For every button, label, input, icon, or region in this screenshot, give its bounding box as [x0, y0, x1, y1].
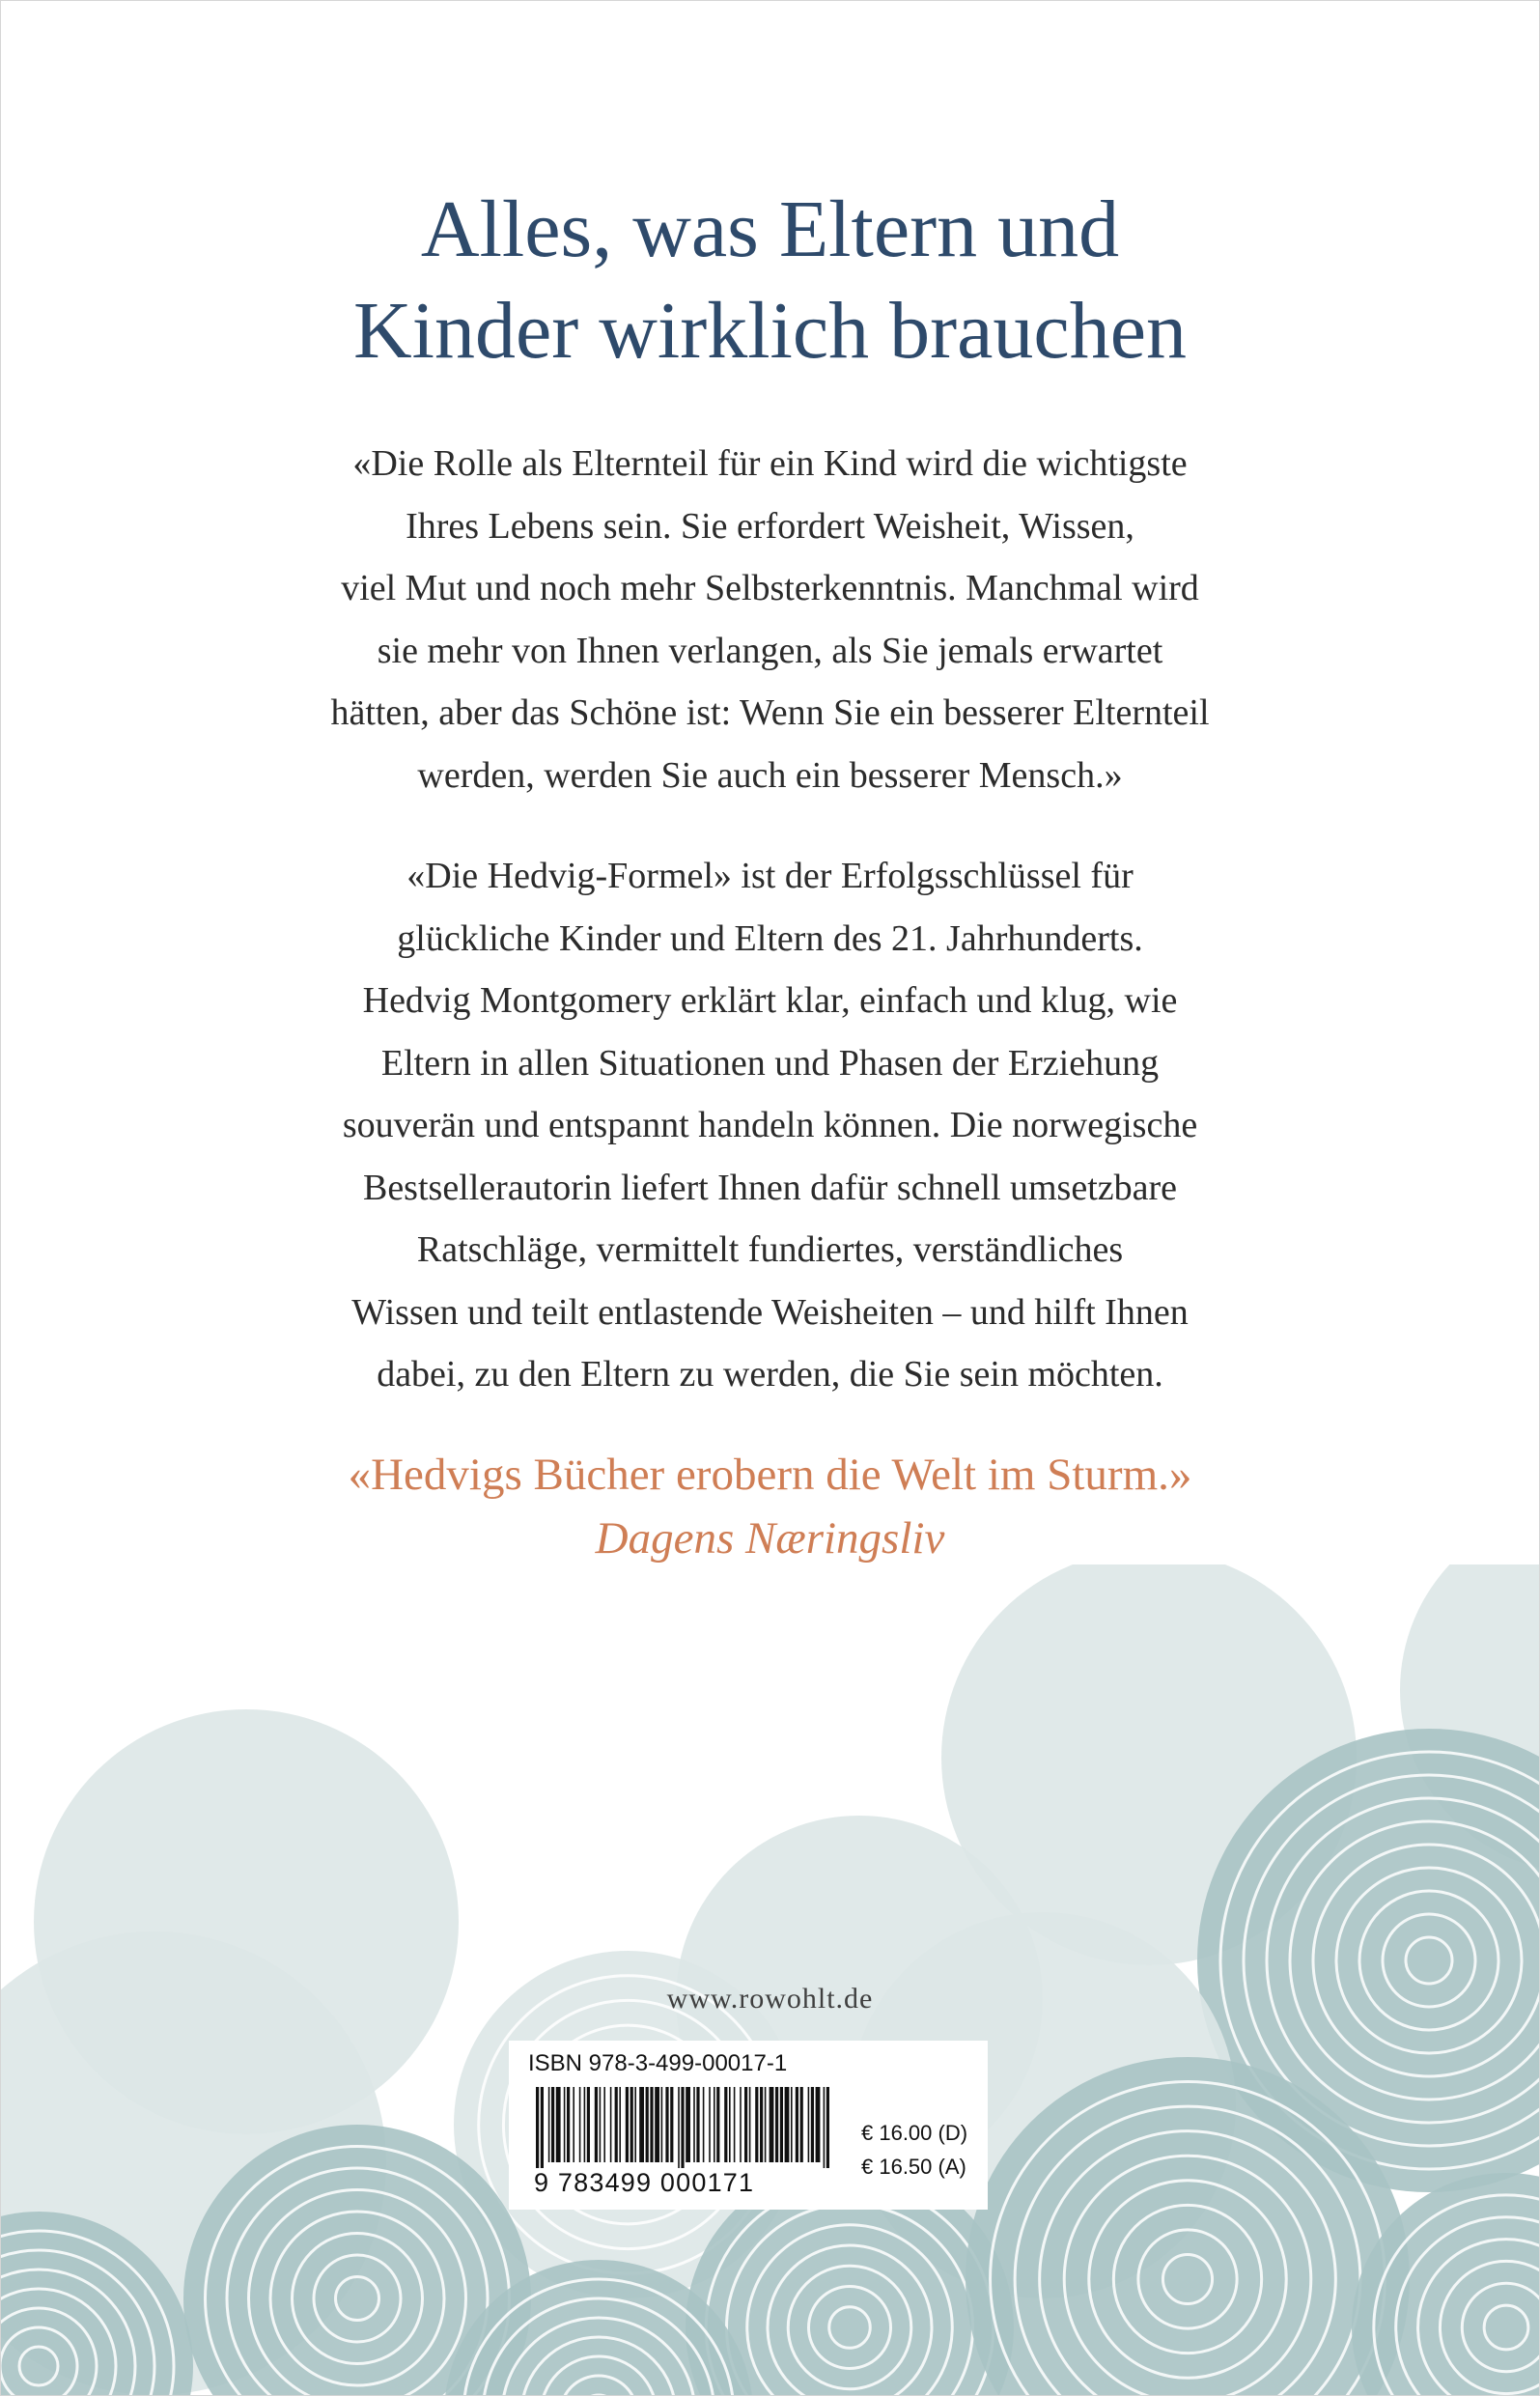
press-quote-source: Dagens Næringsliv: [595, 1513, 945, 1564]
quote-line: «Die Rolle als Elternteil für ein Kind wird die wichtigste: [352, 443, 1188, 484]
barcode-bar: [541, 2087, 544, 2168]
quote-line: hätten, aber das Schöne ist: Wenn Sie ein besserer Elternteil: [330, 692, 1210, 733]
barcode-bar: [567, 2087, 570, 2162]
barcode-bar: [536, 2087, 539, 2168]
barcode-bar: [678, 2087, 680, 2168]
publisher-url[interactable]: www.rowohlt.de: [666, 1983, 874, 2015]
barcode-bar: [693, 2087, 695, 2162]
barcode-bar: [615, 2087, 618, 2162]
barcode-bar: [749, 2087, 751, 2162]
barcode-bar: [626, 2087, 629, 2162]
quote-line: werden, werden Sie auch ein besserer Mensch.»: [417, 754, 1123, 796]
barcode-bar: [808, 2087, 810, 2162]
blurb-line: souverän und entspannt handeln können. Die norwegische: [342, 1105, 1198, 1145]
barcode-bar: [639, 2087, 644, 2162]
barcode-bar: [709, 2087, 711, 2162]
barcode-bar: [755, 2087, 758, 2162]
barcode-bar: [587, 2087, 590, 2162]
barcode-bar: [630, 2087, 633, 2162]
barcode-bar: [548, 2087, 550, 2162]
barcode-bar: [579, 2087, 581, 2162]
barcode-bar: [791, 2087, 793, 2162]
isbn-number: ISBN 978-3-499-00017-1: [528, 2050, 788, 2076]
headline-line-2: Kinder wirklich brauchen: [352, 286, 1187, 376]
book-blurb: [164, 845, 1376, 1406]
press-quote-text: «Hedvigs Bücher erobern die Welt im Sturm.»: [348, 1450, 1192, 1500]
barcode-bar: [760, 2087, 763, 2162]
blurb-line: Hedvig Montgomery erklärt klar, einfach und klug, wie: [362, 980, 1178, 1021]
press-quote: [0, 1443, 1540, 1570]
barcode-bar: [826, 2087, 829, 2168]
blurb-line: Wissen und teilt entlastende Weisheiten – und hilft Ihnen: [351, 1291, 1189, 1333]
blurb-line: glückliche Kinder und Eltern des 21. Jahrhunderts.: [397, 917, 1143, 959]
quote-line: Ihres Lebens sein. Sie erfordert Weisheit, Wissen,: [406, 505, 1134, 547]
quote-line: sie mehr von Ihnen verlangen, als Sie jemals erwartet: [377, 630, 1163, 671]
barcode-bar: [619, 2087, 621, 2162]
barcode-bar: [650, 2087, 653, 2162]
isbn-barcode-label: [509, 2041, 988, 2210]
barcode-bar: [670, 2087, 673, 2162]
barcode-bar: [714, 2087, 715, 2162]
barcode-bar: [824, 2087, 826, 2168]
barcode-bar: [595, 2087, 598, 2162]
barcode-bar: [703, 2087, 705, 2162]
barcode-bar: [696, 2087, 699, 2162]
barcode-bar: [785, 2087, 790, 2162]
decorative-circle-pattern: [0, 1564, 1540, 2396]
barcode-bar: [564, 2087, 566, 2162]
barcode-bar: [551, 2087, 554, 2162]
price-austria: € 16.50 (A): [861, 2155, 966, 2179]
barcode-bar: [584, 2087, 586, 2162]
barcode-bar: [729, 2087, 731, 2162]
barcode-bar: [770, 2087, 774, 2162]
barcode-bar: [634, 2087, 636, 2162]
barcode-bar: [661, 2087, 663, 2162]
headline-line-1: Alles, was Eltern und: [420, 184, 1120, 274]
blurb-line: Ratschläge, vermittelt fundiertes, verständliches: [416, 1229, 1124, 1270]
barcode-bar: [556, 2087, 561, 2162]
barcode-bar: [681, 2087, 684, 2168]
blurb-line: dabei, zu den Eltern zu werden, die Sie sein möchten.: [377, 1354, 1163, 1395]
barcode-icon: [534, 2087, 833, 2168]
author-quote: [164, 433, 1376, 806]
barcode-bar: [686, 2087, 690, 2162]
blurb-line: Eltern in allen Situationen und Phasen der Erziehung: [380, 1042, 1160, 1084]
barcode-bar: [646, 2087, 649, 2162]
barcode-bar: [811, 2087, 814, 2162]
barcode-bar: [740, 2087, 742, 2162]
barcode-bar: [716, 2087, 719, 2162]
barcode-bar: [816, 2087, 821, 2162]
price-germany: € 16.00 (D): [861, 2121, 968, 2145]
barcode-bar: [655, 2087, 659, 2162]
headline: [0, 179, 1540, 381]
barcode-digits: 9 783499 000171: [534, 2168, 755, 2197]
barcode-bar: [744, 2087, 747, 2162]
barcode-bar: [600, 2087, 602, 2162]
barcode-bar: [800, 2087, 803, 2162]
barcode-bar: [796, 2087, 798, 2162]
barcode-bar: [734, 2087, 736, 2162]
blurb-line: «Die Hedvig-Formel» ist der Erfolgsschlüssel für: [406, 856, 1134, 896]
barcode-bar: [665, 2087, 668, 2162]
blurb-line: Bestsellerautorin liefert Ihnen dafür schnell umsetzbare: [362, 1167, 1178, 1208]
quote-line: viel Mut und noch mehr Selbsterkenntnis. Manchmal wird: [341, 568, 1199, 608]
barcode-bar: [603, 2087, 605, 2162]
barcode-bar: [775, 2087, 778, 2162]
barcode-bar: [765, 2087, 767, 2162]
barcode-bar: [724, 2087, 727, 2162]
barcode-bar: [573, 2087, 574, 2162]
barcode-bar: [610, 2087, 612, 2162]
barcode-bar: [780, 2087, 783, 2162]
